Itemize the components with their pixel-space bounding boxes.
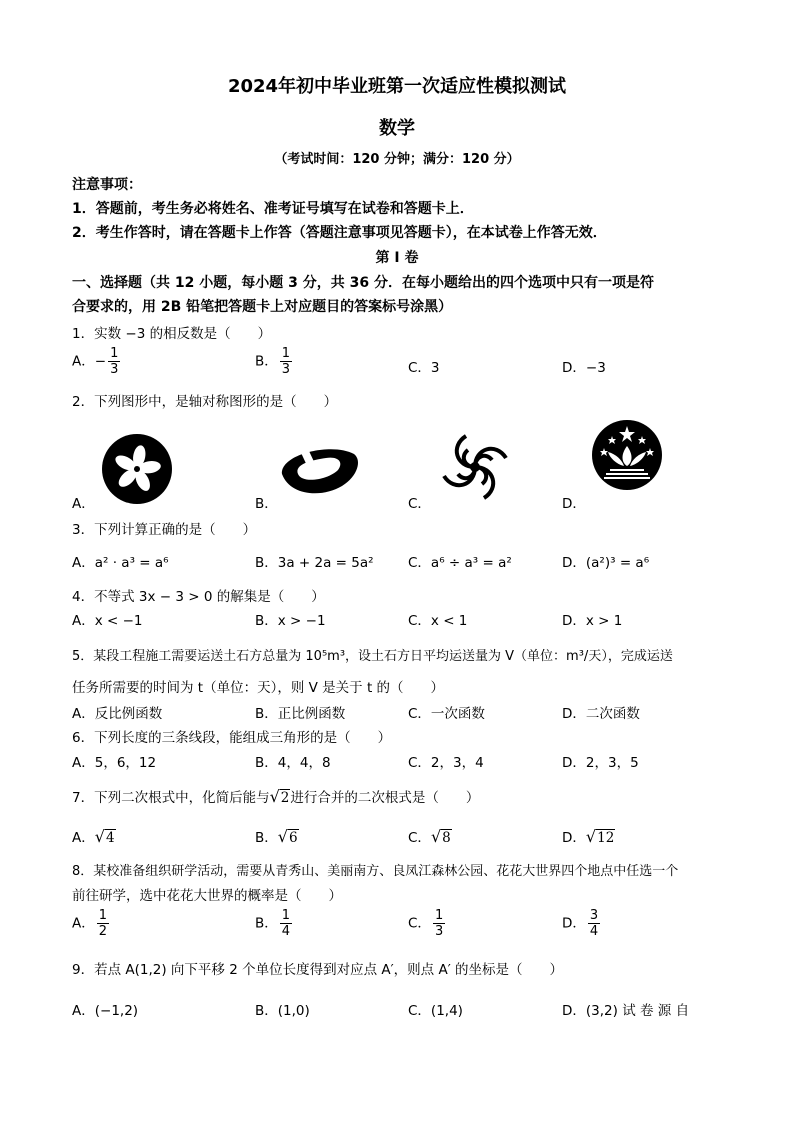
bauhinia-emblem-figure xyxy=(100,432,174,506)
question-1-option-c: C．3 xyxy=(408,360,440,376)
question-7-option-a: A．√4 xyxy=(72,827,115,846)
question-5-line-1: 5．某段工程施工需要运送土石方总量为 10⁵m³，设土石方日平均运送量为 V（单位：m³/天），完成运送 xyxy=(72,649,673,664)
question-3-option-b: B．3a + 2a = 5a² xyxy=(255,555,374,571)
fraction: $\frac{1}{4}$ xyxy=(281,908,291,939)
question-7-stem: 7．下列二次根式中，化简后能与√2进行合并的二次根式是（ ） xyxy=(72,787,480,806)
question-2-option-b: B． xyxy=(255,496,278,512)
section-instruction-1: 一、选择题（共 12 小题，每小题 3 分，共 36 分．在每小题给出的四个选项中只有一项是符 xyxy=(72,275,654,291)
question-1-option-b: B． $\frac{1}{3}$ xyxy=(255,346,291,377)
question-4-option-d: D．x > 1 xyxy=(562,613,623,629)
question-6-option-d: D．2，3，5 xyxy=(562,755,639,771)
macao-emblem-figure xyxy=(590,418,664,492)
question-9-stem: 9．若点 A(1,2) 向下平移 2 个单位长度得到对应点 A′，则点 A′ 的坐标是（ ） xyxy=(72,962,564,978)
question-9-option-d: D．(3,2) 试 卷 源 自 xyxy=(562,1003,690,1019)
question-6-option-a: A．5，6，12 xyxy=(72,755,157,771)
question-9-option-b: B．(1,0) xyxy=(255,1003,310,1019)
square-root: √8 xyxy=(430,827,451,846)
question-5-option-a: A．反比例函数 xyxy=(72,706,163,722)
exam-info: （考试时间：120 分钟；满分：120 分） xyxy=(274,152,520,167)
question-8-option-a: A． $\frac{1}{2}$ xyxy=(72,908,108,939)
question-8-line-2: 前往研学，选中花花大世界的概率是（ ） xyxy=(72,888,342,904)
question-6-option-b: B．4，4，8 xyxy=(255,755,331,771)
question-4-option-a: A．x < −1 xyxy=(72,613,143,629)
volume-heading: 第 I 卷 xyxy=(375,250,419,266)
square-root: √6 xyxy=(277,827,298,846)
question-5-option-c: C．一次函数 xyxy=(408,706,485,722)
question-7-option-d: D．√12 xyxy=(562,827,615,846)
question-5-option-d: D．二次函数 xyxy=(562,706,640,722)
fraction: $\frac{3}{4}$ xyxy=(589,908,599,939)
question-5-option-b: B．正比例函数 xyxy=(255,706,346,722)
question-4-option-b: B．x > −1 xyxy=(255,613,326,629)
question-8-option-d: D． $\frac{3}{4}$ xyxy=(562,908,599,939)
question-7-option-b: B．√6 xyxy=(255,827,298,846)
question-3-option-c: C．a⁶ ÷ a³ = a² xyxy=(408,555,512,571)
notes-heading: 注意事项： xyxy=(72,177,142,193)
question-1-stem: 1．实数 −3 的相反数是（ ） xyxy=(72,326,272,342)
question-4-stem: 4．不等式 3x − 3 > 0 的解集是（ ） xyxy=(72,589,325,605)
fraction: $\frac{1}{3}$ xyxy=(110,346,119,377)
notes-item-1: 1．答题前，考生务必将姓名、准考证号填写在试卷和答题卡上． xyxy=(72,201,474,217)
question-2-stem: 2．下列图形中，是轴对称图形的是（ ） xyxy=(72,394,338,410)
question-1-option-d: D．−3 xyxy=(562,360,606,376)
phoenix-logo-figure xyxy=(436,428,514,506)
question-2-option-a: A． xyxy=(72,496,95,512)
question-2-option-c: C． xyxy=(408,496,431,512)
question-3-stem: 3．下列计算正确的是（ ） xyxy=(72,522,257,538)
notes-item-2: 2．考生作答时，请在答题卡上作答（答题注意事项见答题卡），在本试卷上作答无效． xyxy=(72,225,607,241)
exam-title: 2024年初中毕业班第一次适应性模拟测试 xyxy=(227,76,567,97)
question-2-option-d: D． xyxy=(562,496,586,512)
square-root: √12 xyxy=(585,827,615,846)
question-6-stem: 6．下列长度的三条线段，能组成三角形的是（ ） xyxy=(72,730,392,746)
fraction: $\frac{1}{3}$ xyxy=(434,908,444,939)
question-7-option-c: C．√8 xyxy=(408,827,451,846)
section-instruction-2: 合要求的，用 2B 铅笔把答题卡上对应题目的答案标号涂黑） xyxy=(72,299,453,315)
question-4-option-c: C．x < 1 xyxy=(408,613,468,629)
fraction: $\frac{1}{2}$ xyxy=(98,908,108,939)
question-9-option-a: A．(−1,2) xyxy=(72,1003,139,1019)
question-8-option-c: C． $\frac{1}{3}$ xyxy=(408,908,444,939)
question-6-option-c: C．2，3，4 xyxy=(408,755,484,771)
question-3-option-d: D．(a²)³ = a⁶ xyxy=(562,555,650,571)
fraction: $\frac{1}{3}$ xyxy=(281,346,291,377)
question-8-line-1: 8．某校准备组织研学活动，需要从青秀山、美丽南方、良凤江森林公园、花花大世界四个地点中任选一个 xyxy=(72,864,679,879)
question-9-option-c: C．(1,4) xyxy=(408,1003,463,1019)
question-8-option-b: B． $\frac{1}{4}$ xyxy=(255,908,291,939)
ring-swirl-figure xyxy=(272,440,362,500)
question-5-line-2: 任务所需要的时间为 t（单位：天），则 V 是关于 t 的（ ） xyxy=(72,680,445,696)
subject-title: 数学 xyxy=(379,118,415,139)
question-1-option-a: A．− $\frac{1}{3}$ xyxy=(72,346,119,377)
square-root: √4 xyxy=(94,827,115,846)
question-3-option-a: A．a² · a³ = a⁶ xyxy=(72,555,169,571)
square-root: √2 xyxy=(269,787,290,806)
